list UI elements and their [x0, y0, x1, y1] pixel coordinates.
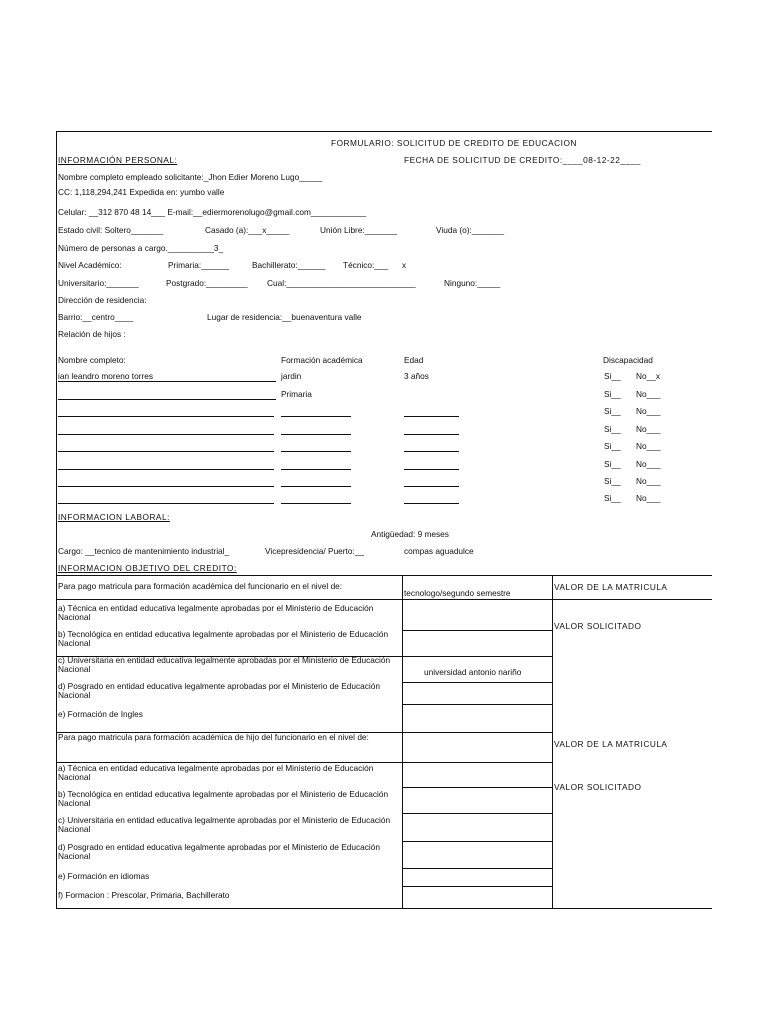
child-name-line: [58, 451, 274, 452]
level-university: Universitario:_______: [58, 278, 139, 288]
child-tuition-value-label: VALOR DE LA MATRICULA: [554, 739, 668, 749]
civil-status-widowed: Viuda (o):_______: [436, 225, 505, 235]
employee-level-option: c) Universitaria en entidad educativa legalmente aprobadas por el Ministerio de Educación Nacional: [58, 655, 391, 674]
employee-level-value: tecnologo/segundo semestre: [404, 588, 511, 598]
employee-intro: Para pago matricula para formación académica del funcionario en el nivel de:: [58, 581, 343, 591]
child-level-option: f) Formacion : Prescolar, Primaria, Bachillerato: [58, 890, 230, 900]
child-disability-no: No___: [636, 389, 661, 399]
child-age: 3 años: [404, 371, 429, 381]
child-name-line: [58, 503, 274, 504]
child-intro: Para pago matricula para formación académica de hijo del funcionario en el nivel de:: [58, 732, 369, 742]
child-disability-yes: Si__: [604, 493, 621, 503]
objective-cell-line: [402, 886, 553, 887]
child-name: ian leandro moreno torres: [58, 371, 154, 381]
child-education: jardin: [281, 371, 302, 381]
child-age-line: [404, 416, 459, 417]
neighborhood-field: Barrio:__centro____: [58, 312, 134, 322]
objective-row-line: [56, 599, 553, 600]
child-disability-no: No___: [636, 493, 661, 503]
children-header-age: Edad: [404, 355, 424, 365]
credit-objective-header: INFORMACION OBJETIVO DEL CREDITO:: [58, 563, 237, 573]
personal-info-header: INFORMACIÓN PERSONAL:: [58, 155, 178, 165]
objective-cell-line: [402, 787, 553, 788]
child-disability-yes: Si__: [604, 459, 621, 469]
objective-cell-line: [402, 813, 553, 814]
form-title: FORMULARIO: SOLICITUD DE CREDITO DE EDUCACION: [331, 138, 577, 148]
child-name-line: [58, 434, 274, 435]
work-info-header: INFORMACION LABORAL:: [58, 512, 170, 522]
objective-top-line: [56, 575, 712, 576]
child-age-line: [404, 451, 459, 452]
employee-university-value: universidad antonio nariño: [424, 667, 522, 677]
child-name-line: [58, 486, 274, 487]
level-primary: Primaria:______: [168, 260, 229, 270]
academic-level-label: Nivel Académico:: [58, 260, 122, 270]
employee-level-option: e) Formación de Ingles: [58, 709, 143, 719]
child-disability-no: No___: [636, 406, 661, 416]
applicant-name-field: Nombre completo empleado solicitante:_Jhon Edier Moreno Lugo_____: [58, 172, 323, 182]
child-education-line: [281, 451, 351, 452]
child-education-line: [281, 469, 351, 470]
objective-cell-line: [402, 841, 553, 842]
level-which: Cual:____________________________: [267, 278, 416, 288]
port-value: compas aguadulce: [404, 546, 474, 556]
value-col-line: [552, 599, 712, 600]
objective-cell-line: [402, 630, 553, 631]
objective-cell-line: [402, 682, 553, 683]
children-label: Relación de hijos :: [58, 329, 126, 339]
child-education-line: [281, 486, 351, 487]
child-age-line: [404, 434, 459, 435]
child-disability-yes: Si__: [604, 389, 621, 399]
position-field: Cargo: __tecnico de mantenimiento industrial_: [58, 546, 230, 556]
child-level-option: c) Universitaria en entidad educativa legalmente aprobadas por el Ministerio de Educación Nacional: [58, 815, 391, 834]
child-disability-no: No___: [636, 459, 661, 469]
residence-place-field: Lugar de residencia:__buenaventura valle: [207, 312, 362, 322]
level-highschool: Bachillerato:______: [252, 260, 326, 270]
vicepresidency-field: Vicepresidencia/ Puerto:__: [265, 546, 365, 556]
level-technical-mark: x: [402, 260, 407, 270]
child-name-line: [58, 416, 274, 417]
child-education: Primaria: [281, 389, 312, 399]
child-age-line: [404, 486, 459, 487]
child-age-line: [404, 503, 459, 504]
objective-col-line-2: [552, 575, 553, 908]
child-age-line: [404, 469, 459, 470]
child-disability-yes: Si__: [604, 406, 621, 416]
child-disability-yes: Si__: [604, 371, 621, 381]
employee-tuition-value-label: VALOR DE LA MATRICULA: [554, 582, 668, 592]
level-postgrad: Postgrado:_________: [166, 278, 248, 288]
seniority-field: Antigüedad: 9 meses: [371, 529, 449, 539]
civil-status-union: Unión Libre:_______: [320, 225, 398, 235]
children-header-disability: Discapacidad: [603, 355, 653, 365]
child-level-option: d) Posgrado en entidad educativa legalmente aprobadas por el Ministerio de Educación Nacional: [58, 842, 380, 861]
children-header-education: Formación académica: [281, 355, 363, 365]
civil-status-married: Casado (a):___x_____: [205, 225, 290, 235]
level-none: Ninguno:_____: [444, 278, 501, 288]
child-education-line: [281, 503, 351, 504]
top-border: [56, 131, 712, 132]
employee-level-option: d) Posgrado en entidad educativa legalmente aprobadas por el Ministerio de Educación Nacional: [58, 681, 380, 700]
child-disability-yes: Si__: [604, 476, 621, 486]
id-number-field: CC: 1,118,294,241 Expedida en: yumbo valle: [58, 187, 225, 197]
child-disability-no: No___: [636, 424, 661, 434]
objective-col-line-1: [402, 575, 403, 908]
employee-level-option: b) Tecnológica en entidad educativa legalmente aprobadas por el Ministerio de Educación Nacional: [58, 629, 389, 648]
child-disability-yes: Si__: [604, 424, 621, 434]
child-disability-yes: Si__: [604, 441, 621, 451]
child-requested-value-label: VALOR SOLICITADO: [554, 782, 642, 792]
child-name-line: [58, 399, 276, 400]
civil-status-single: Estado civil: Soltero_______: [58, 225, 164, 235]
child-education-line: [281, 434, 351, 435]
child-level-option: e) Formación en idiomas: [58, 871, 150, 881]
phone-email-field: Celular: __312 870 48 14___ E-mail:__ediermorenolugo@gmail.com____________: [58, 207, 367, 217]
left-border: [56, 131, 57, 909]
child-name-line: [58, 381, 276, 382]
address-label: Dirección de residencia:: [58, 295, 147, 305]
employee-requested-value-label: VALOR SOLICITADO: [554, 621, 642, 631]
child-name-line: [58, 469, 274, 470]
child-education-line: [281, 416, 351, 417]
child-level-option: a) Técnica en entidad educativa legalmente aprobadas por el Ministerio de Educación Nacional: [58, 763, 374, 782]
dependents-field: Número de personas a cargo.__________3_: [58, 243, 224, 253]
employee-level-option: a) Técnica en entidad educativa legalmente aprobadas por el Ministerio de Educación Nacional: [58, 603, 374, 622]
level-technical: Técnico:___: [343, 260, 389, 270]
bottom-border: [56, 908, 712, 909]
objective-cell-line: [402, 704, 553, 705]
request-date: FECHA DE SOLICITUD DE CREDITO:____08-12-22____: [404, 155, 641, 165]
child-disability-no: No__x: [636, 371, 660, 381]
objective-cell-line: [402, 868, 553, 869]
child-level-option: b) Tecnológica en entidad educativa legalmente aprobadas por el Ministerio de Educación Nacional: [58, 789, 389, 808]
child-disability-no: No___: [636, 476, 661, 486]
child-disability-no: No___: [636, 441, 661, 451]
children-header-name: Nombre completo:: [58, 355, 126, 365]
